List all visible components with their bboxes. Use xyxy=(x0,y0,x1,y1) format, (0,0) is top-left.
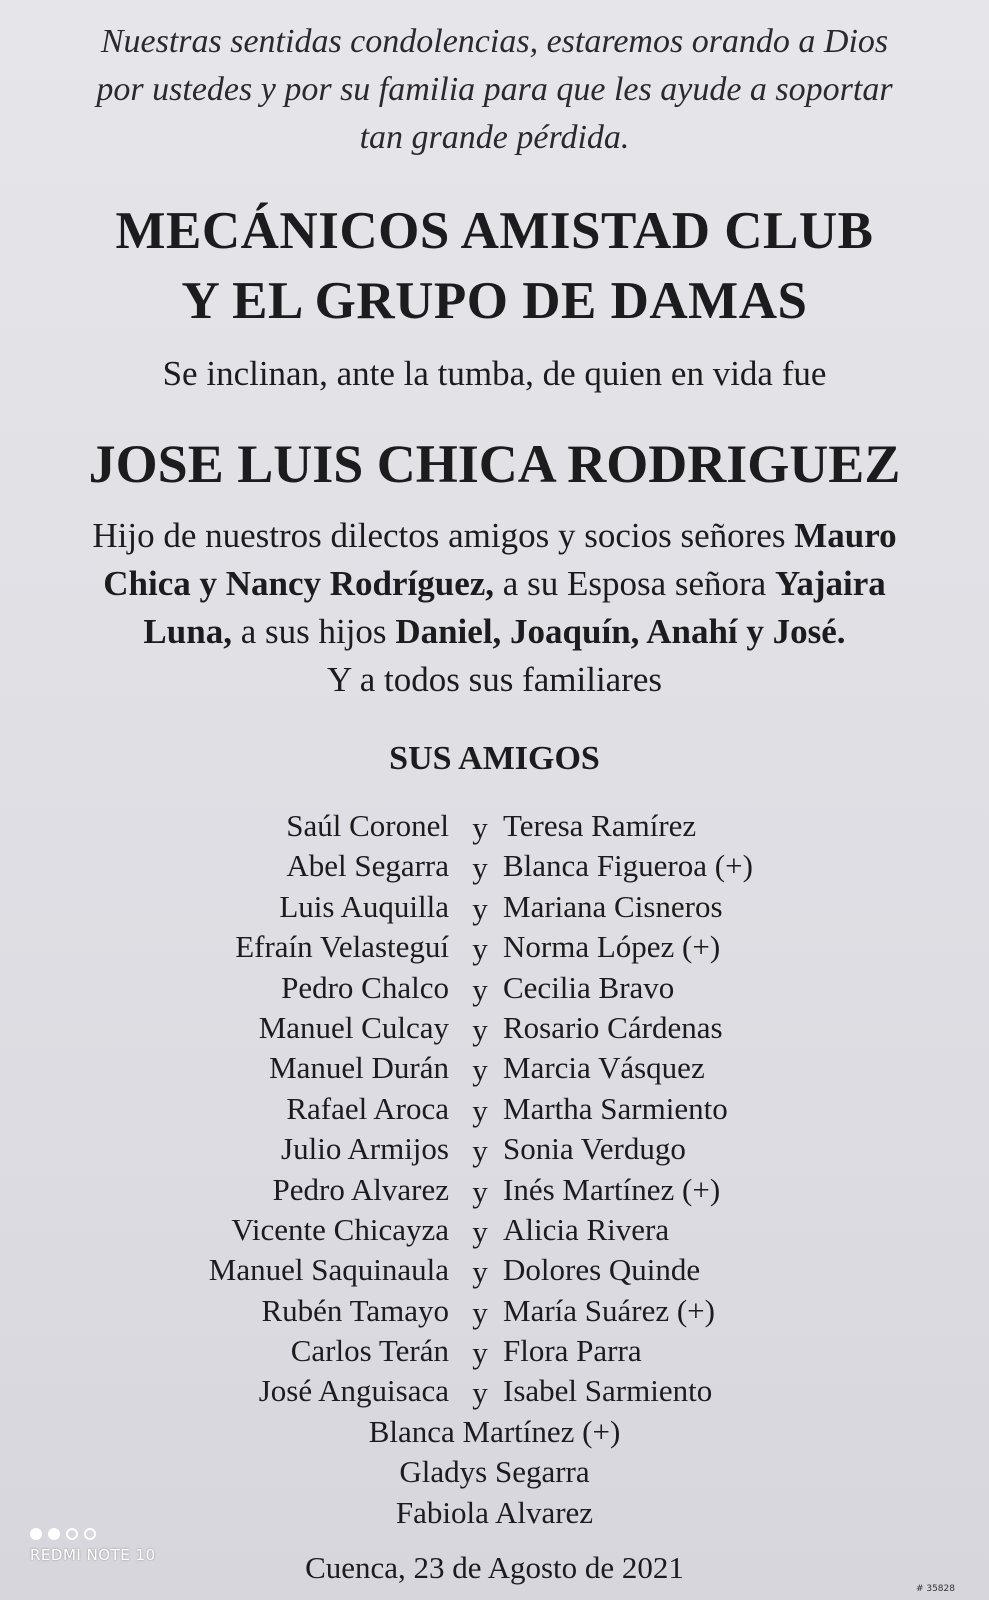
friend-pair: José Anguisaca y Isabel Sarmiento xyxy=(258,1373,713,1411)
watermark-text: REDMI NOTE 10 xyxy=(30,1546,156,1564)
friend-pair: Rafael Aroca y Martha Sarmiento xyxy=(286,1090,728,1128)
friend-pair: Pedro Chalco y Cecilia Bravo xyxy=(281,969,675,1007)
family-paragraph xyxy=(0,512,989,704)
place-date: Cuenca, 23 de Agosto de 2021 xyxy=(305,1550,684,1585)
friend-pair: Manuel Durán y Marcia Vásquez xyxy=(269,1050,705,1088)
family-line: Y a todos sus familiares xyxy=(326,660,663,699)
friend-pair: Pedro Alvarez y Inés Martínez (+) xyxy=(272,1171,721,1209)
friend-single: Gladys Segarra xyxy=(399,1454,590,1490)
friend-pair: Efraín Velasteguí y Norma López (+) xyxy=(235,929,721,967)
intro-line: por ustedes y por su familia para que les ayude a soportar xyxy=(96,71,893,108)
friend-pair: Rubén Tamayo y María Suárez (+) xyxy=(261,1292,715,1330)
family-line: Hijo de nuestros dilectos amigos y socios señores Mauro xyxy=(92,516,897,555)
intro-line: tan grande pérdida. xyxy=(359,119,630,156)
org-line: Y EL GRUPO DE DAMAS xyxy=(181,272,808,330)
friend-pair: Julio Armijos y Sonia Verdugo xyxy=(281,1131,686,1169)
friends-list xyxy=(0,806,989,1533)
friend-single: Blanca Martínez (+) xyxy=(368,1413,621,1449)
friend-pair: Saúl Coronel y Teresa Ramírez xyxy=(286,808,697,845)
condolence-message xyxy=(0,18,989,162)
reference-number: # 35828 xyxy=(915,1584,955,1594)
friend-pair: Carlos Terán y Flora Parra xyxy=(290,1333,642,1371)
friend-single: Fabiola Alvarez xyxy=(395,1494,594,1530)
deceased-name: JOSE LUIS CHICA RODRIGUEZ xyxy=(88,434,901,494)
friend-pair: Luis Auquilla y Mariana Cisneros xyxy=(279,888,723,926)
friend-pair: Manuel Culcay y Rosario Cárdenas xyxy=(258,1009,723,1047)
organization-heading xyxy=(0,196,989,336)
friend-pair: Vicente Chicayza y Alicia Rivera xyxy=(231,1211,670,1249)
friend-pair: Manuel Saquinaula y Dolores Quinde xyxy=(208,1252,701,1290)
org-line: MECÁNICOS AMISTAD CLUB xyxy=(115,202,874,260)
intro-line: Nuestras sentidas condolencias, estaremos orando a Dios xyxy=(100,23,889,60)
bow-line: Se inclinan, ante la tumba, de quien en vida fue xyxy=(162,354,827,393)
friends-title: SUS AMIGOS xyxy=(389,740,600,777)
watermark-dots-icon xyxy=(30,1528,156,1540)
friend-pair: Abel Segarra y Blanca Figueroa (+) xyxy=(286,848,753,886)
family-line: Luna, a sus hijos Daniel, Joaquín, Anahí y José. xyxy=(143,612,846,651)
camera-watermark xyxy=(30,1528,156,1564)
family-line: Chica y Nancy Rodríguez, a su Esposa señora Yajaira xyxy=(103,564,886,603)
